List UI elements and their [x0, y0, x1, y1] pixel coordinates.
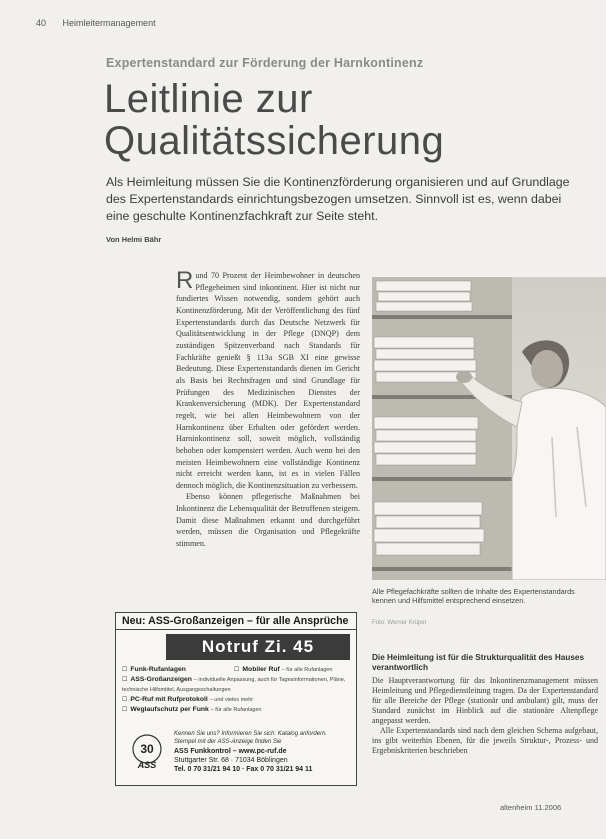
sidebar-paragraph-2: Alle Expertenstandards sind nach dem gleichen Schema aufgebaut, ins gibt weiterhin Ebenen, für die jeweils Struktur-, Prozess- und Ergebniskriterien beschrieben [372, 725, 598, 755]
ad-note-line-2: Stempel mit der ASS-Anzeige finden Sie [174, 738, 282, 745]
article-lead: Als Heimleitung müssen Sie die Kontinenzförderung organisieren und auf Grundlage des Expertenstandards einrichtungsbezogen umsetzen. Sinnvoll ist es, wenn dabei eine geschulte Kontinenzfachkraft zur Seite steht. [106, 175, 570, 223]
body-column [176, 267, 360, 550]
ad-headline: Neu: ASS-Großanzeigen – für alle Ansprüche [116, 613, 356, 630]
sidebar-body [372, 676, 598, 756]
body-paragraph-1-text: und 70 Prozent der Heimbewohner in deutschen Pflegeheimen sind inkontinent. Hier ist nicht nur fundiertes Wissen notwendig, sondern gehört auch Kontinenzförderung. Mit der Veröffentlichung des fünf Expertenstandards durch das Deutsche Netzwerk für Qualitätsentwicklung in der Pflege (DNQP) dem zuständigen Spitzenverband nach Standards für Fachkräfte genießt § 113a SGB XI eine gewisse Bedeutung. Diese Expertenstandards dienen im Gericht als Basis bei Rechtsfragen und sind Grundlage für Prüfungen des Medizinischen Dienstes der Krankenversicherung (MDK). Der Expertenstandard regelt, wie bei allen Heimbewohnern von der Harnkontinenz über Erhalten oder gefördert werden. Harninkontinenz soll, soweit möglich, vollständig behoben oder kompensiert werden. Auch wenn bei den meisten Heimbewohnern eine vollständige Kontinenz nicht erreicht werden kann, ist es in vielen Fällen dennoch möglich, die Kontinenzsituation zu verbessern. [176, 271, 360, 490]
ad-address: Stuttgarter Str. 68 · 71034 Böblingen [174, 757, 288, 765]
advertisement [115, 612, 357, 786]
sidebar-paragraph-1: Die Hauptverantwortung für das Inkontinenzmanagement müssen Heimleitung und Pflegedienstleitung tragen. Da der Expertenstandard für alle Bereiche der Pflege (stationär und ambulant) gilt, muss der Standard zunächst im Hinblick auf die stationäre Altenpflege angepasst werden. [372, 676, 598, 725]
ad-contact [174, 747, 312, 775]
ad-note-line-1: Kennen Sie uns? Informieren Sie sich: Katalog anfordern. [174, 731, 328, 737]
article-photo [372, 277, 606, 580]
running-header [36, 18, 156, 28]
page-number: 40 [36, 18, 47, 28]
ad-item-label: ASS-Großanzeigen [130, 676, 192, 683]
ass-logo-text: ASS [137, 760, 157, 769]
ad-item-label: Weglaufschutz per Funk [130, 706, 209, 713]
ad-item [122, 675, 352, 695]
ad-item-label: Mobiler Ruf [242, 666, 280, 673]
ad-feature-list [122, 665, 352, 715]
body-paragraph-2: Ebenso können pflegerische Maßnahmen bei Inkontinenz die Lebensqualität der Betroffenen steigern. Damit diese Maßnahmen erkannt und durchgeführt werden, müssen die Organisation und Pflegekräfte stimmen. [176, 492, 360, 549]
title-line-2: Qualitätssicherung [104, 119, 445, 163]
badge-number: 30 [140, 742, 154, 756]
ad-notruf-display: Notruf Zi. 45 [166, 634, 350, 660]
photo-caption: Alle Pflegefachkräfte sollten die Inhalte des Expertenstandards kennen und Hilfsmittel entsprechend einsetzen. [372, 587, 575, 606]
ad-item [122, 705, 352, 715]
title-line-1: Leitlinie zur [104, 77, 313, 121]
photo-nurse-shelves [372, 277, 606, 580]
ad-item-sub: – und vieles mehr [209, 697, 254, 703]
checkbox-icon: ☐ [122, 706, 128, 713]
ad-item-sub: – individuelle Anpassung, auch für Tagesinformationen, Pläne, technische Hilfsmittel, Ausgangsschaltungen [122, 677, 346, 693]
footer-publication: altenheim 11.2006 [500, 803, 562, 812]
ad-item-label: Funk-Rufanlagen [130, 666, 186, 673]
ad-phone: Tel. 0 70 31/21 94 10 · Fax 0 70 31/21 94 11 [174, 766, 313, 774]
checkbox-icon: ☐ [234, 666, 240, 673]
article-byline: Von Helmi Bähr [106, 235, 162, 244]
article-title [104, 78, 584, 162]
section-name: Heimleitermanagement [62, 18, 156, 28]
anniversary-badge-icon [128, 733, 166, 769]
ad-item-sub: – für alle Rufanlagen [210, 707, 262, 713]
ad-item [122, 665, 352, 675]
ad-item-sub: – für alle Rufanlagen [281, 667, 333, 673]
ad-company: ASS Funkkontrol – www.pc-ruf.de [174, 748, 287, 755]
body-paragraph-1 [176, 267, 360, 491]
photo-credit: Foto: Werner Krüper [372, 620, 427, 626]
checkbox-icon: ☐ [122, 676, 128, 683]
article-kicker: Expertenstandard zur Förderung der Harnkontinenz [106, 56, 424, 70]
ad-note [174, 731, 327, 746]
checkbox-icon: ☐ [122, 696, 128, 703]
ad-item [122, 695, 352, 705]
checkbox-icon: ☐ [122, 666, 128, 673]
ad-item-label: PC-Ruf mit Rufprotokoll [130, 696, 208, 703]
drop-cap: R [176, 267, 194, 294]
sidebar-heading: Die Heimleitung ist für die Strukturqualität des Hauses verantwortlich [372, 653, 585, 672]
